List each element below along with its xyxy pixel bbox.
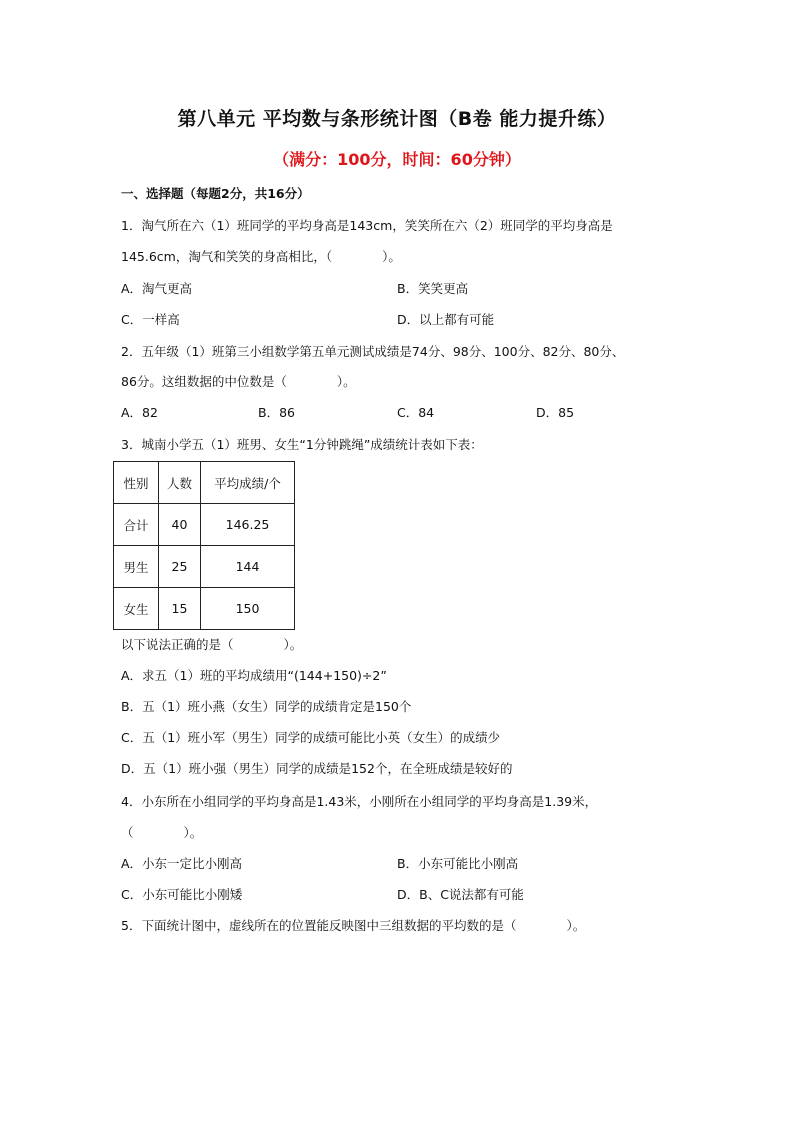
- table-header-cell: 人数: [159, 462, 201, 504]
- table-header-row: [114, 462, 295, 504]
- table-header-cell: 性别: [114, 462, 159, 504]
- question-3-option-d[interactable]: D．五（1）班小强（男生）同学的成绩是152个，在全班成绩是较好的: [121, 761, 513, 776]
- question-3-option-b[interactable]: B．五（1）班小燕（女生）同学的成绩肯定是150个: [121, 699, 412, 714]
- question-3-option-c[interactable]: C．五（1）班小军（男生）同学的成绩可能比小英（女生）的成绩少: [121, 730, 501, 745]
- table-cell: 146.25: [201, 504, 295, 546]
- question-1-option-c[interactable]: C．一样高: [121, 312, 180, 327]
- question-2-option-d[interactable]: D．85: [536, 405, 575, 420]
- question-2-option-a[interactable]: A．82: [121, 405, 158, 420]
- question-3-option-a[interactable]: A．求五（1）班的平均成绩用“(144+150)÷2”: [121, 668, 387, 683]
- table-row: [114, 504, 295, 546]
- question-2-option-c[interactable]: C．84: [397, 405, 435, 420]
- question-4-option-c[interactable]: C．小东可能比小刚矮: [121, 887, 243, 902]
- table-header-cell: 平均成绩/个: [201, 462, 295, 504]
- question-1-option-a[interactable]: A．淘气更高: [121, 281, 193, 296]
- table-row: [114, 588, 295, 630]
- table-cell: 40: [159, 504, 201, 546]
- question-4-option-d[interactable]: D．B、C说法都有可能: [397, 887, 524, 902]
- question-1-line-2: 145.6cm，淘气和笑笑的身高相比，（ ）。: [121, 249, 401, 264]
- question-3-prompt: 以下说法正确的是（ ）。: [121, 637, 303, 652]
- table-row: [114, 546, 295, 588]
- question-4-option-b[interactable]: B．小东可能比小刚高: [397, 856, 519, 871]
- question-1-option-d[interactable]: D．以上都有可能: [397, 312, 495, 327]
- question-1-option-b[interactable]: B．笑笑更高: [397, 281, 469, 296]
- table-cell: 150: [201, 588, 295, 630]
- table-cell: 15: [159, 588, 201, 630]
- table-cell: 合计: [114, 504, 159, 546]
- table-cell: 男生: [114, 546, 159, 588]
- table-cell: 女生: [114, 588, 159, 630]
- question-2-option-b[interactable]: B．86: [258, 405, 295, 420]
- question-4-option-a[interactable]: A．小东一定比小刚高: [121, 856, 243, 871]
- section-heading: 一、选择题（每题2分，共16分）: [121, 186, 310, 201]
- question-4-line-2: （ ）。: [121, 825, 203, 840]
- page-title: 第八单元 平均数与条形统计图（B卷 能力提升练）: [177, 108, 617, 130]
- question-4-line-1: 4．小东所在小组同学的平均身高是1.43米，小刚所在小组同学的平均身高是1.39米，: [121, 794, 598, 809]
- question-5-line-1: 5．下面统计图中，虚线所在的位置能反映图中三组数据的平均数的是（ ）。: [121, 918, 586, 933]
- table-cell: 144: [201, 546, 295, 588]
- question-2-line-2: 86分。这组数据的中位数是（ ）。: [121, 374, 356, 389]
- table-cell: 25: [159, 546, 201, 588]
- score-table: [113, 461, 295, 630]
- exam-info: （满分：100分，时间：60分钟）: [273, 150, 521, 169]
- question-3-line-1: 3．城南小学五（1）班男、女生“1分钟跳绳”成绩统计表如下表：: [121, 437, 483, 452]
- question-1-line-1: 1．淘气所在六（1）班同学的平均身高是143cm，笑笑所在六（2）班同学的平均身高是: [121, 218, 613, 233]
- question-2-line-1: 2．五年级（1）班第三小组数学第五单元测试成绩是74分、98分、100分、82分、80分、: [121, 344, 625, 359]
